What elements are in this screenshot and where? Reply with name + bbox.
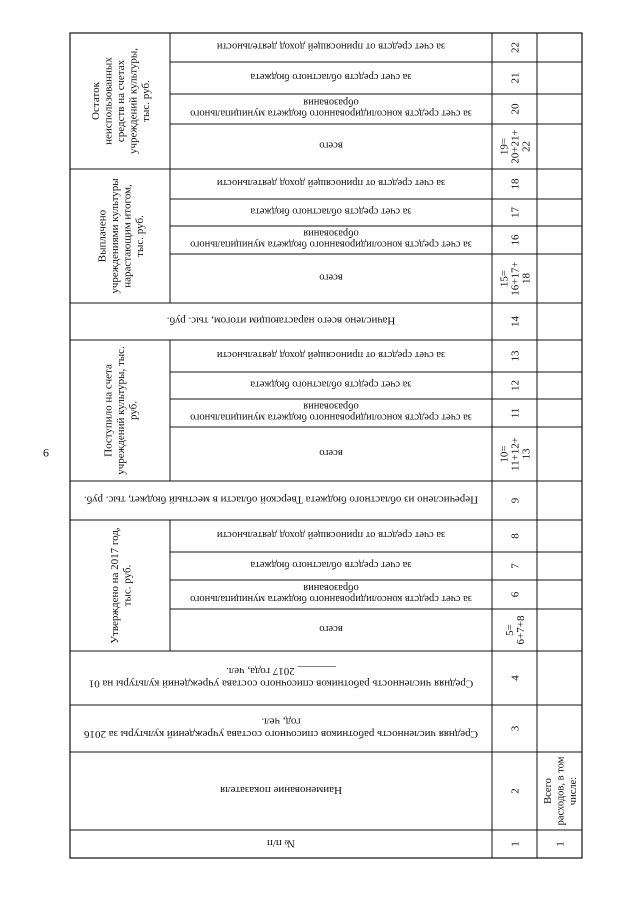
column-number-text: 4 xyxy=(509,675,522,681)
column-number-8 xyxy=(510,533,522,539)
header-sub-municipal-text: за счет средств консолидированного бюджета муниципальногообразования xyxy=(190,582,472,604)
header-sub-municipal-text: за счет средств консолидированного бюджета муниципальногообразования xyxy=(190,96,472,119)
header-sub-municipal-text: за счет средств консолидированного бюджета муниципальногообразования xyxy=(190,400,472,423)
group-header-paid-text: Выплаченоучреждениями культурынарастающим итогом,тыс. руб. xyxy=(96,178,146,294)
header-sub-municipal xyxy=(190,582,472,604)
column-number-text: 2 xyxy=(509,788,522,794)
column-number-text: 3 xyxy=(509,725,522,732)
header-sub-municipal-text: за счет средств консолидированного бюджета муниципальногообразования xyxy=(190,227,472,250)
column-number-text: 5=6+7+8 xyxy=(504,615,527,645)
header-sub-total xyxy=(319,272,343,283)
column-number-text: 1 xyxy=(509,841,522,847)
header-sub-income xyxy=(216,349,445,360)
header-sub-municipal xyxy=(190,97,472,119)
column-number-21 xyxy=(510,73,522,84)
header-sub-income-text: за счет средств от приносящей доход деятельности xyxy=(216,40,446,52)
header-sub-income-text: за счет средств от приносящей доход деятельности xyxy=(216,529,446,540)
header-sub-regional xyxy=(250,206,411,217)
header-sub-income-text: за счет средств от приносящей доход деятельности xyxy=(216,177,446,188)
group-header-remaining-text: Остатокнеиспользованныхсредств на счетахучреждений культуры,тыс. руб. xyxy=(90,48,152,154)
column-number-text: 12 xyxy=(509,380,522,391)
header-sub-regional xyxy=(250,71,411,82)
column-number-text: 8 xyxy=(509,533,522,539)
header-sub-total xyxy=(319,623,343,634)
header-sub-income xyxy=(216,177,445,188)
column-number-text: 13 xyxy=(509,350,522,362)
column-number-text: 19=20+21+22 xyxy=(498,129,533,164)
column-number-text: 6 xyxy=(509,591,522,598)
column-number-text: 11 xyxy=(509,407,522,419)
header-accrued-header-text: Начислено всего нарастающим итогом, тыс. руб. xyxy=(166,314,396,327)
column-number-15 xyxy=(499,261,533,295)
header-col-avg-2016-header-text: Средняя численность работников списочного состава учреждений культуры за 2016год, чел. xyxy=(84,715,478,740)
header-accrued-header xyxy=(166,315,395,327)
header-sub-income xyxy=(216,529,445,540)
data-row-number-text: 1 xyxy=(554,841,567,847)
column-number-text: 14 xyxy=(509,316,522,327)
column-number-text: 21 xyxy=(509,72,522,84)
column-number-text: 15=16+17+18 xyxy=(498,261,533,296)
column-number-text: 10=11+12+13 xyxy=(498,437,533,471)
group-header-approved-text: Утверждено на 2017 год,тыс. руб. xyxy=(108,527,134,644)
column-number-18 xyxy=(510,178,522,190)
column-number-2 xyxy=(510,788,522,794)
header-sub-income xyxy=(216,41,445,52)
group-header-paid xyxy=(96,178,146,294)
column-number-12 xyxy=(510,380,522,391)
group-header-received xyxy=(103,346,140,475)
header-col-indicator-header xyxy=(220,784,342,796)
column-number-4 xyxy=(510,675,522,681)
header-col-avg-2017-header xyxy=(89,665,473,690)
header-sub-total-text: всего xyxy=(319,271,343,283)
column-number-22 xyxy=(510,42,522,53)
column-number-text: 7 xyxy=(509,563,522,569)
column-number-text: 16 xyxy=(509,234,522,246)
column-number-19 xyxy=(499,129,533,163)
column-number-3 xyxy=(510,725,522,731)
column-number-10 xyxy=(499,437,533,471)
group-header-remaining xyxy=(90,48,152,154)
column-number-13 xyxy=(510,350,522,362)
header-sub-income-text: за счет средств от приносящей доход деятельности xyxy=(216,349,446,360)
header-sub-total-text: всего xyxy=(319,447,343,458)
header-sub-municipal xyxy=(190,228,472,250)
header-col-avg-2017-header-text: Средняя численность работников списочного состава учреждений культуры на 01_______ 2017 года, чел. xyxy=(88,664,474,690)
header-transferred-header xyxy=(84,494,478,506)
column-number-14 xyxy=(510,316,522,328)
data-row-number xyxy=(555,841,567,847)
page-number: 9 xyxy=(43,446,49,460)
column-number-5 xyxy=(504,615,527,644)
header-sub-total-text: всего xyxy=(319,623,343,634)
data-row-label xyxy=(543,756,579,825)
column-number-16 xyxy=(510,234,522,246)
header-sub-regional xyxy=(250,379,411,390)
header-col-avg-2016-header xyxy=(84,715,478,740)
header-sub-regional-text: за счет средств областного бюджета xyxy=(250,71,412,82)
column-number-text: 9 xyxy=(509,497,522,504)
header-col-indicator-header-text: Наименование показателя xyxy=(220,784,342,796)
header-col-no-header xyxy=(267,837,295,849)
column-number-11 xyxy=(510,408,522,419)
column-number-9 xyxy=(510,497,522,503)
column-number-text: 22 xyxy=(509,42,522,53)
header-sub-total-text: всего xyxy=(319,139,343,151)
column-number-20 xyxy=(510,103,522,115)
header-sub-regional xyxy=(250,559,411,570)
header-sub-total xyxy=(319,140,343,151)
column-number-text: 17 xyxy=(509,207,522,218)
header-col-no-header-text: № п/п xyxy=(266,837,296,849)
data-row-label-text: Всего расходов, в том числе: xyxy=(543,756,579,826)
header-transferred-header-text: Перечислено из областного бюджета Тверской области в местный бюджет, тыс. руб. xyxy=(83,493,479,506)
column-number-7 xyxy=(510,563,522,569)
header-sub-regional-text: за счет средств областного бюджета xyxy=(250,559,412,570)
header-sub-total xyxy=(319,447,343,458)
column-number-text: 18 xyxy=(509,178,522,190)
column-number-17 xyxy=(510,207,522,219)
column-number-text: 20 xyxy=(509,103,522,115)
group-header-approved xyxy=(109,527,134,644)
header-sub-regional-text: за счет средств областного бюджета xyxy=(250,378,412,390)
column-number-1 xyxy=(510,841,522,847)
column-number-6 xyxy=(510,591,522,597)
group-header-received-text: Поступило на счетаучреждений культуры, тыс.руб. xyxy=(102,346,140,475)
header-sub-regional-text: за счет средств областного бюджета xyxy=(250,205,412,217)
header-sub-municipal xyxy=(190,401,472,423)
